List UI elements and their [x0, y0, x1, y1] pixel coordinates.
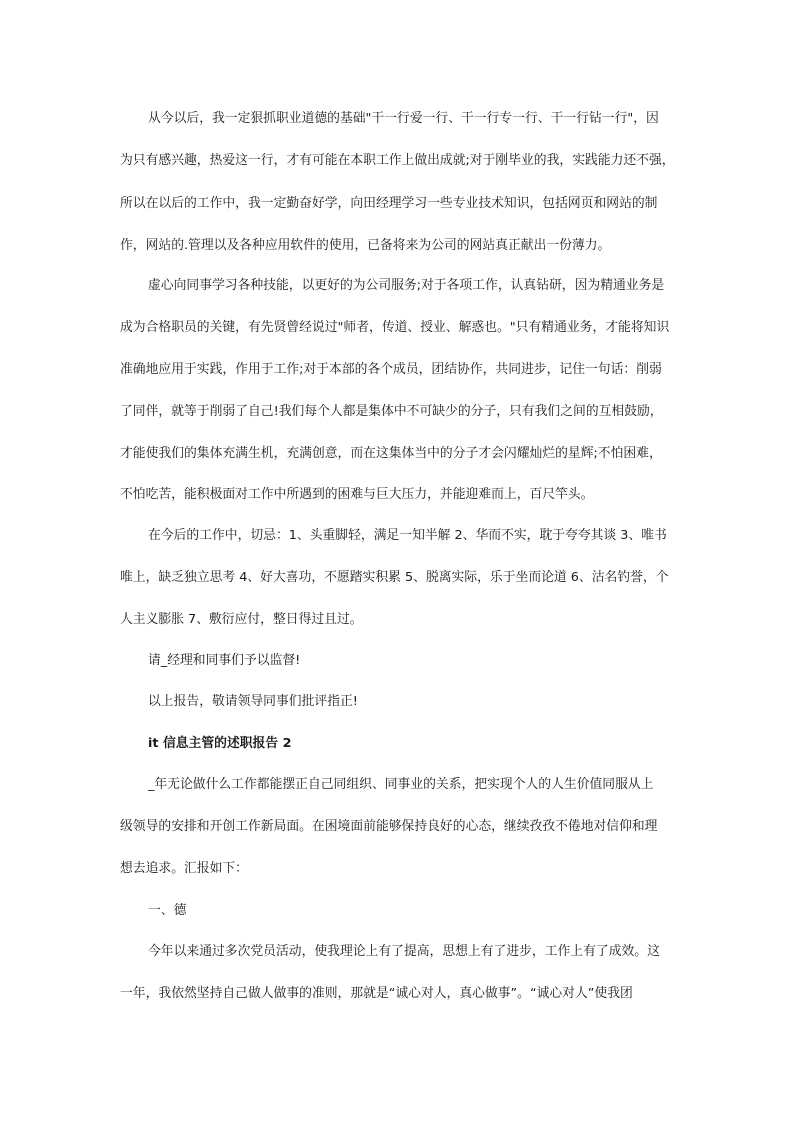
- text-line: 以上报告，敬请领导同事们批评指正!: [148, 694, 358, 709]
- text-line: _年无论做什么工作都能摆正自己同组织、同事业的关系，把实现个人的人生价值同服从上: [148, 777, 654, 792]
- section-heading: it 信息主管的述职报告 2: [148, 736, 292, 751]
- text-line: 一年，我依然坚持自己做人做事的准则，那就是“诚心对人，真心做事”。“诚心对人”使我团: [120, 986, 633, 1001]
- text-line: 为只有感兴趣，热爱这一行，才有可能在本职工作上做出成就;对于刚毕业的我，实践能力还不强，: [120, 153, 675, 168]
- text-line: 级领导的安排和开创工作新局面。在困境面前能够保持良好的心态，继续孜孜不倦地对信仰和理: [120, 819, 658, 834]
- text-line: 才能使我们的集体充满生机，充满创意，而在这集体当中的分子才会闪耀灿烂的星辉;不怕困难，: [120, 446, 662, 461]
- text-line: 唯上，缺乏独立思考 4、好大喜功，不愿踏实积累 5、脱离实际，乐于坐而论道 6、沽名钓誉，个: [120, 570, 669, 585]
- text-line: 作，网站的.管理以及各种应用软件的使用，已备将来为公司的网站真正献出一份薄力。: [120, 238, 611, 253]
- text-line: 准确地应用于实践，作用于工作;对于本部的各个成员，团结协作，共同进步，记住一句话：削弱: [120, 362, 662, 377]
- text-line: 从今以后，我一定狠抓职业道德的基础"干一行爱一行、干一行专一行、干一行钻一行"，因: [148, 111, 659, 126]
- text-line: 在今后的工作中，切忌：1、头重脚轻，满足一知半解 2、华而不实，耽于夸夸其谈 3、唯书: [148, 528, 667, 543]
- text-line: 请_经理和同事们予以监督!: [148, 653, 301, 668]
- text-line: 想去追求。汇报如下：: [120, 861, 248, 876]
- text-line: 虚心向同事学习各种技能，以更好的为公司服务;对于各项工作，认真钻研，因为精通业务是: [148, 278, 665, 293]
- text-line: 人主义膨胀 7、敷衍应付，整日得过且过。: [120, 612, 363, 627]
- text-line: 了同伴，就等于削弱了自己!我们每个人都是集体中不可缺少的分子，只有我们之间的互相鼓励，: [120, 404, 663, 419]
- text-line: 成为合格职员的关键，有先贤曾经说过"师者，传道、授业、解惑也。"只有精通业务，才能将知识: [120, 320, 670, 335]
- text-line: 所以在以后的工作中，我一定勤奋好学，向田经理学习一些专业技术知识，包括网页和网站的制: [120, 196, 658, 211]
- text-line: 今年以来通过多次党员活动，使我理论上有了提高，思想上有了进步，工作上有了成效。这: [148, 944, 660, 959]
- subsection-label: 一、德: [148, 903, 187, 918]
- text-line: 不怕吃苦，能积极面对工作中所遇到的困难与巨大压力，并能迎难而上，百尺竿头。: [120, 487, 594, 502]
